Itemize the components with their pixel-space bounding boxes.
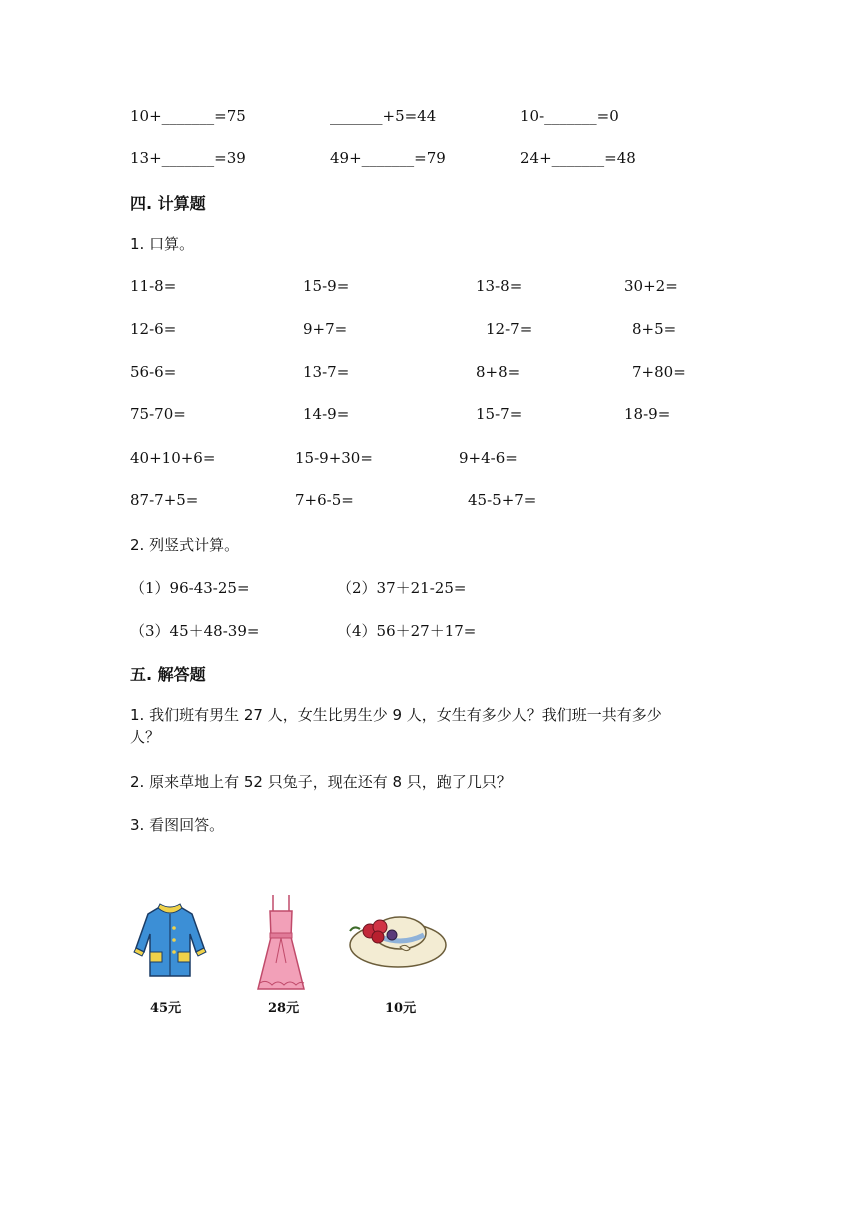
oral-1-2: 15-9= <box>303 277 350 295</box>
oral-1-3: 13-8= <box>476 277 523 295</box>
oral-3-1: 56-6= <box>130 363 177 381</box>
oral-2-4: 8+5= <box>632 320 677 338</box>
section-5-q1-line1: 1. 我们班有男生 27 人，女生比男生少 9 人，女生有多少人？我们班一共有多少 <box>130 706 662 724</box>
oral-3-2: 13-7= <box>303 363 350 381</box>
blank-1-2: _______+5=44 <box>330 107 437 125</box>
blank-2-2: 49+_______=79 <box>330 149 446 167</box>
hat-icon <box>348 905 448 975</box>
section-4-q2: 2. 列竖式计算。 <box>130 536 240 554</box>
section-4-title: 四. 计算题 <box>130 194 206 213</box>
oral-4-3: 15-7= <box>476 405 523 423</box>
oral-5-1: 40+10+6= <box>130 449 216 467</box>
vertical-3: （3）45＋48-39= <box>130 622 260 640</box>
oral-1-4: 30+2= <box>624 277 678 295</box>
blank-2-1: 13+_______=39 <box>130 149 246 167</box>
oral-6-2: 7+6-5= <box>295 491 354 509</box>
vertical-1: （1）96-43-25= <box>130 579 250 597</box>
hat-price: 10元 <box>385 1001 417 1016</box>
section-5-q1-line2: 人？ <box>130 728 161 746</box>
dress-price: 28元 <box>268 1001 300 1016</box>
oral-4-4: 18-9= <box>624 405 671 423</box>
dress-icon <box>256 893 306 993</box>
oral-2-1: 12-6= <box>130 320 177 338</box>
oral-6-1: 87-7+5= <box>130 491 199 509</box>
vertical-4: （4）56＋27＋17= <box>337 622 477 640</box>
oral-2-2: 9+7= <box>303 320 348 338</box>
oral-3-3: 8+8= <box>476 363 521 381</box>
oral-5-2: 15-9+30= <box>295 449 373 467</box>
oral-6-3: 45-5+7= <box>468 491 537 509</box>
coat-icon <box>130 900 210 980</box>
oral-4-2: 14-9= <box>303 405 350 423</box>
oral-5-3: 9+4-6= <box>459 449 518 467</box>
section-5-title: 五. 解答题 <box>130 665 206 684</box>
section-4-q1: 1. 口算。 <box>130 235 195 253</box>
oral-2-3: 12-7= <box>486 320 533 338</box>
section-5-q3: 3. 看图回答。 <box>130 816 225 834</box>
blank-1-3: 10-_______=0 <box>520 107 619 125</box>
oral-4-1: 75-70= <box>130 405 186 423</box>
section-5-q2: 2. 原来草地上有 52 只兔子，现在还有 8 只，跑了几只？ <box>130 773 512 791</box>
vertical-2: （2）37＋21-25= <box>337 579 467 597</box>
oral-3-4: 7+80= <box>632 363 686 381</box>
blank-1-1: 10+_______=75 <box>130 107 246 125</box>
blank-2-3: 24+_______=48 <box>520 149 636 167</box>
coat-price: 45元 <box>150 1001 182 1016</box>
oral-1-1: 11-8= <box>130 277 177 295</box>
